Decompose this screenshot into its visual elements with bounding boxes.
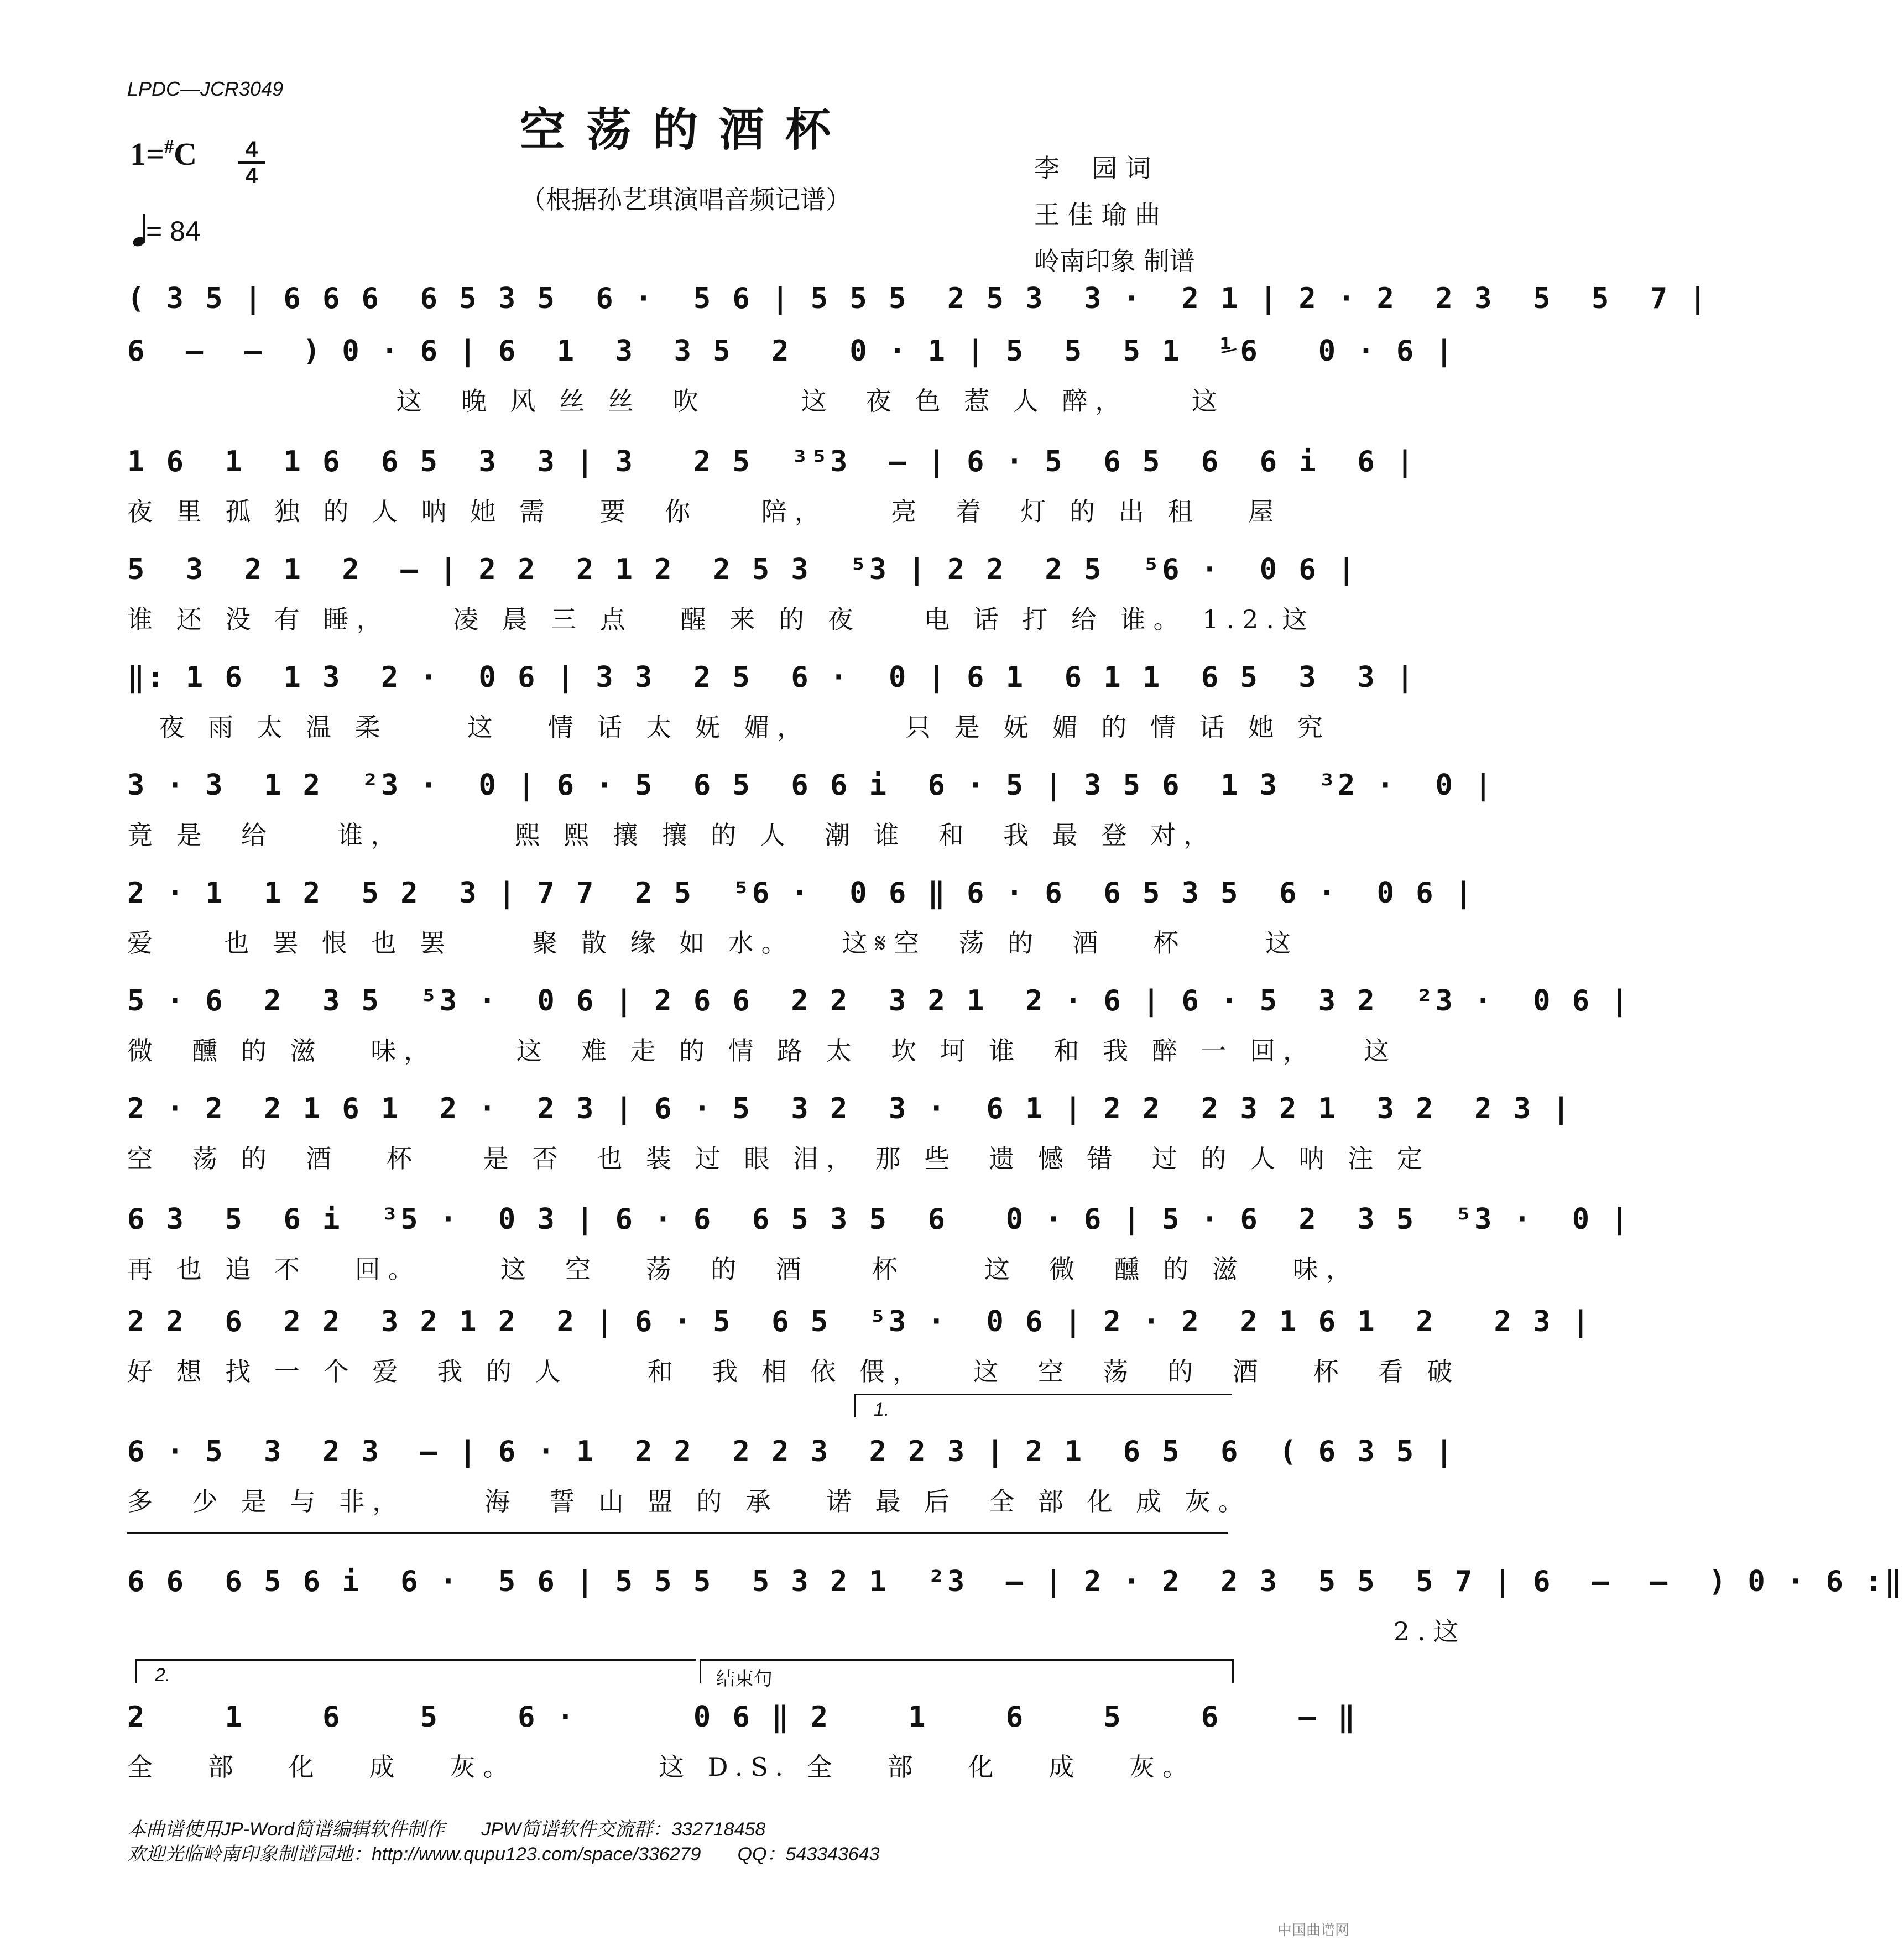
key-signature: [130, 135, 197, 173]
notation-line: 6 3 5 6 i ³5 · 0 3 | 6 · 6 6 5 3 5 6 0 · 6 | 5 · 6 2 3 5 ⁵3 · 0 |: [127, 1203, 1631, 1236]
composer: 王 佳 瑜 曲: [1034, 200, 1160, 230]
song-title: 空荡的酒杯: [519, 103, 852, 157]
meter-bottom: 4: [245, 164, 258, 188]
sharp-icon: #: [164, 137, 174, 157]
lyric-line: 谁 还 没 有 睡， 凌 晨 三 点 醒 来 的 夜 电 话 打 给 谁。 1.2.这: [127, 604, 1315, 634]
notation-line: ‖: 1 6 1 3 2 · 0 6 | 3 3 2 5 6 · 0 | 6 1 6 1 1 6 5 3 3 |: [127, 661, 1416, 694]
first-ending-bracket: [854, 1394, 1232, 1417]
key-note: C: [174, 136, 197, 172]
tempo-marking: [133, 213, 201, 247]
lyric-line: 全 部 化 成 灰。 这 D.S. 全 部 化 成 灰。: [127, 1752, 1196, 1782]
key-label: 1=: [130, 136, 165, 172]
lyric-line: 夜 里 孤 独 的 人 呐 她 需 要 你 陪， 亮 着 灯 的 出 租 屋: [127, 497, 1282, 526]
footer-line-2: 欢迎光临岭南印象制谱园地：http://www.qupu123.com/space/336279 QQ：543343643: [127, 1844, 880, 1865]
credits: [1034, 145, 1195, 284]
coda-bracket: [700, 1659, 1234, 1683]
lyric-line: 这 晚 风 丝 丝 吹 这 夜 色 惹 人 醉， 这: [127, 386, 1225, 416]
song-subtitle: （根据孙艺琪演唱音频记谱）: [520, 185, 851, 215]
notation-line: 6 · 5 3 2 3 – | 6 · 1 2 2 2 2 3 2 2 3 | 2 1 6 5 6 ( 6 3 5 |: [127, 1435, 1455, 1468]
lyric-line: 夜 雨 太 温 柔 这 情 话 太 妩 媚， 只 是 妩 媚 的 情 话 她 究: [127, 712, 1331, 742]
site-watermark: 中国曲谱网: [1277, 1922, 1349, 1938]
footer-line-1: 本曲谱使用JP-Word简谱编辑软件制作 JPW简谱软件交流群：332718458: [127, 1819, 766, 1840]
notation-line: ( 3 5 | 6 6 6 6 5 3 5 6 · 5 6 | 5 5 5 2 5 3 3 · 2 1 | 2 · 2 2 3 5 5 7 |: [127, 282, 1709, 315]
notation-line: 5 3 2 1 2 – | 2 2 2 1 2 2 5 3 ⁵3 | 2 2 2 5 ⁵6 · 0 6 |: [127, 553, 1358, 586]
second-ending-bracket: [135, 1659, 696, 1683]
continuation-line: [127, 1532, 1228, 1534]
notation-line: 6 6 6 5 6 i 6 · 5 6 | 5 5 5 5 3 2 1 ²3 – | 2 · 2 2 3 5 5 5 7 | 6 – – ) 0 · 6 :‖: [127, 1565, 1904, 1598]
notation-line: 5 · 6 2 3 5 ⁵3 · 0 6 | 2 6 6 2 2 3 2 1 2 · 6 | 6 · 5 3 2 ²3 · 0 6 |: [127, 984, 1631, 1018]
lyric-line: 空 荡 的 酒 杯 是 否 也 装 过 眼 泪， 那 些 遗 憾 错 过 的 人 呐 注 定: [127, 1144, 1430, 1174]
lyric-line: 微 醺 的 滋 味， 这 难 走 的 情 路 太 坎 坷 谁 和 我 醉 一 回， 这: [127, 1036, 1397, 1066]
arranger: 岭南印象 制谱: [1034, 246, 1195, 276]
second-ending-label: 2.: [155, 1665, 171, 1686]
first-ending-label: 1.: [874, 1399, 890, 1420]
time-signature: [238, 138, 265, 187]
notation-line: 3 · 3 1 2 ²3 · 0 | 6 · 5 6 5 6 6 i 6 · 5 | 3 5 6 1 3 ³2 · 0 |: [127, 769, 1494, 802]
lyricist: 李 园 词: [1034, 153, 1151, 183]
lyric-line: 再 也 追 不 回。 这 空 荡 的 酒 杯 这 微 醺 的 滋 味，: [127, 1254, 1359, 1284]
coda-label: 结束句: [716, 1668, 773, 1690]
lyric-line: 竟 是 给 谁， 熙 熙 攘 攘 的 人 潮 谁 和 我 最 登 对，: [127, 820, 1217, 850]
score-code: LPDC—JCR3049: [127, 77, 284, 100]
notation-line: 6 – – ) 0 · 6 | 6 1 3 3 5 2 0 · 1 | 5 5 5 1 ⅟6 0 · 6 |: [127, 335, 1455, 368]
notation-line: 2 · 2 2 1 6 1 2 · 2 3 | 6 · 5 3 2 3 · 6 1 | 2 2 2 3 2 1 3 2 2 3 |: [127, 1092, 1572, 1125]
lyric-line: 爱 也 罢 恨 也 罢 聚 散 缘 如 水。 这𝄋空 荡 的 酒 杯 这: [127, 928, 1299, 958]
meter-top: 4: [245, 137, 258, 161]
notation-line: 2 2 6 2 2 3 2 1 2 2 | 6 · 5 6 5 ⁵3 · 0 6 | 2 · 2 2 1 6 1 2 2 3 |: [127, 1305, 1592, 1338]
quarter-note-icon: [133, 213, 146, 246]
notation-line: 1 6 1 1 6 6 5 3 3 | 3 2 5 ³⁵3 – | 6 · 5 6 5 6 6 i 6 |: [127, 445, 1416, 478]
lyric-line: 好 想 找 一 个 爱 我 的 人 和 我 相 依 偎， 这 空 荡 的 酒 杯 看 破: [127, 1357, 1460, 1386]
notation-line: 2 · 1 1 2 5 2 3 | 7 7 2 5 ⁵6 · 0 6 ‖ 6 · 6 6 5 3 5 6 · 0 6 |: [127, 877, 1475, 910]
notation-line: 2 1 6 5 6 · 0 6 ‖ 2 1 6 5 6 – ‖: [127, 1701, 1358, 1734]
tempo-value: = 84: [146, 216, 201, 247]
lyric-line: 多 少 是 与 非， 海 誓 山 盟 的 承 诺 最 后 全 部 化 成 灰。: [127, 1487, 1251, 1516]
lyric-line: 2.这: [127, 1616, 1467, 1646]
